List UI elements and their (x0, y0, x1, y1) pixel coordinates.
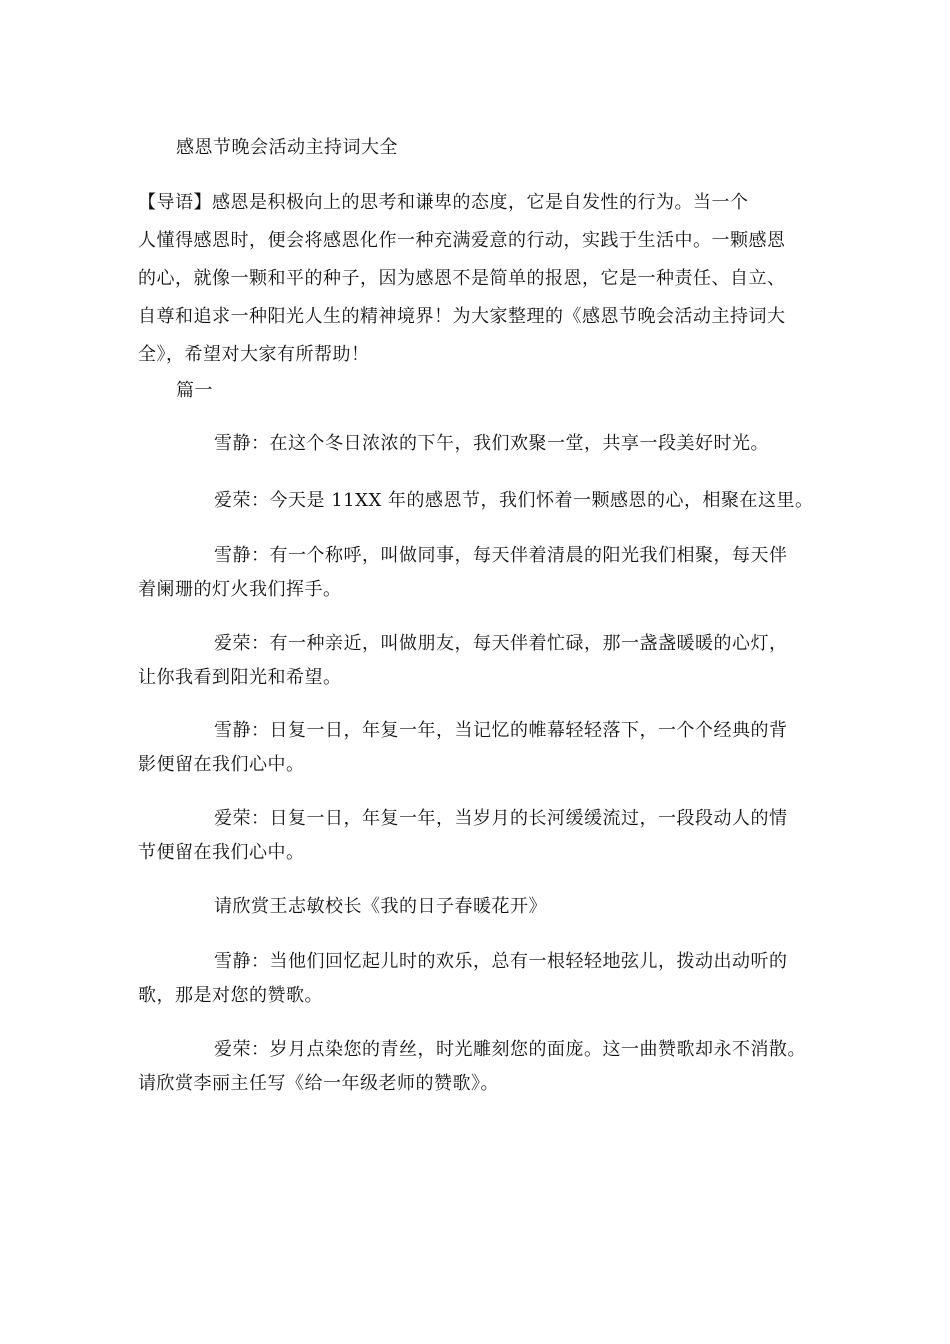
paragraph-line: 雪静：在这个冬日浓浓的下午，我们欢聚一堂，共享一段美好时光。 (214, 433, 769, 454)
paragraph-line: 歌，那是对您的赞歌。 (138, 985, 323, 1006)
document-title: 感恩节晚会活动主持词大全 (176, 137, 398, 158)
paragraph-line: 雪静：当他们回忆起儿时的欢乐，总有一根轻轻地弦儿，拨动出动听的 (214, 951, 788, 972)
section-heading: 篇一 (176, 380, 213, 401)
intro-line: 人懂得感恩时，便会将感恩化作一种充满爱意的行动，实践于生活中。一颗感恩 (138, 230, 786, 251)
paragraph-line: 请欣赏王志敏校长《我的日子春暖花开》 (214, 896, 547, 917)
paragraph-line: 让你我看到阳光和希望。 (138, 667, 342, 688)
paragraph-line: 请欣赏李丽主任写《给一年级老师的赞歌》。 (138, 1073, 499, 1094)
paragraph-line: 着阑珊的灯火我们挥手。 (138, 579, 342, 600)
paragraph-line: 爱荣：有一种亲近，叫做朋友，每天伴着忙碌，那一盏盏暖暖的心灯， (214, 633, 788, 654)
paragraph-line: 爱荣：日复一日，年复一年，当岁月的长河缓缓流过，一段段动人的情 (214, 808, 788, 829)
paragraph-line: 影便留在我们心中。 (138, 754, 305, 775)
paragraph-line: 雪静：日复一日，年复一年，当记忆的帷幕轻轻落下，一个个经典的背 (214, 720, 788, 741)
paragraph-line: 爱荣：岁月点染您的青丝，时光雕刻您的面庞。这一曲赞歌却永不消散。 (214, 1039, 806, 1060)
paragraph-line: 节便留在我们心中。 (138, 842, 305, 863)
intro-line: 【导语】感恩是积极向上的思考和谦卑的态度，它是自发性的行为。当一个 (138, 192, 749, 213)
intro-line: 全》，希望对大家有所帮助！ (138, 344, 370, 365)
intro-line: 的心，就像一颗和平的种子，因为感恩不是简单的报恩，它是一种责任、自立、 (138, 268, 786, 289)
paragraph-line: 雪静：有一个称呼，叫做同事，每天伴着清晨的阳光我们相聚，每天伴 (214, 545, 788, 566)
intro-line: 自尊和追求一种阳光人生的精神境界！为大家整理的《感恩节晚会活动主持词大 (138, 306, 786, 327)
paragraph-line: 爱荣：今天是 11XX 年的感恩节，我们怀着一颗感恩的心，相聚在这里。 (214, 490, 814, 511)
